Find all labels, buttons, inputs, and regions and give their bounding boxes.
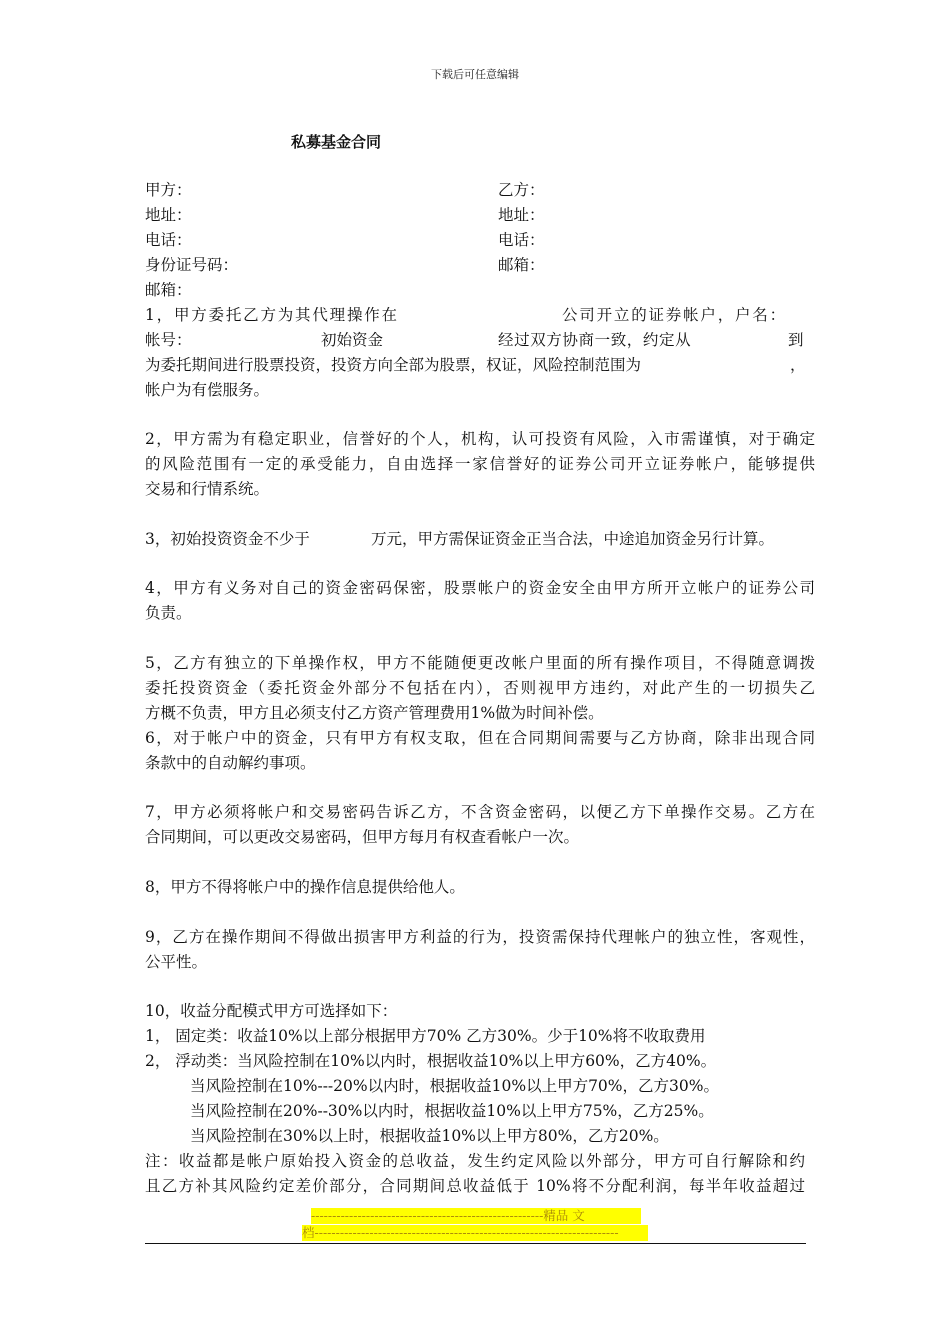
- clause-1-line-2c: 经过双方协商一致，约定从: [498, 331, 692, 349]
- clause-1-line-1b: 公司开立的证券帐户，户名：: [562, 306, 787, 324]
- party-a-id: 身份证号码：: [145, 256, 239, 274]
- clause-2-line-1: 2，甲方需为有稳定职业，信誉好的个人，机构，认可投资有风险，入市需谨慎，对于确定: [145, 430, 815, 448]
- clause-1-line-1a: 1，甲方委托乙方为其代理操作在: [145, 306, 399, 324]
- clause-9-line-1: 9，乙方在操作期间不得做出损害甲方利益的行为，投资需保持代理帐户的独立性，客观性，: [145, 928, 815, 946]
- page-header: 下载后可任意编辑: [431, 68, 519, 81]
- party-b-label: 乙方：: [498, 181, 545, 199]
- party-a-phone: 电话：: [145, 231, 192, 249]
- party-a-address: 地址：: [145, 206, 192, 224]
- clause-1-line-3b: ，: [790, 356, 806, 374]
- clause-10-option-2-tier-a: 当风险控制在10%---20%以内时，根据收益10%以上甲方70%，乙方30%。: [190, 1077, 719, 1095]
- clause-7-line-2: 合同期间，可以更改交易密码，但甲方每月有权查看帐户一次。: [145, 828, 580, 846]
- clause-5-line-3: 方概不负责，甲方且必须支付乙方资产管理费用1%做为时间补偿。: [145, 704, 604, 722]
- clause-6-line-1: 6，对于帐户中的资金，只有甲方有权支取，但在合同期间需要与乙方协商，除非出现合同: [145, 729, 815, 747]
- clause-1-line-2d: 到: [788, 331, 804, 349]
- clause-6-line-2: 条款中的自动解约事项。: [145, 754, 316, 772]
- clause-10-option-1: 1， 固定类：收益10%以上部分根据甲方70% 乙方30%。少于10%将不收取费用: [145, 1027, 706, 1045]
- clause-5-line-1: 5，乙方有独立的下单操作权，甲方不能随便更改帐户里面的所有操作项目，不得随意调拨: [145, 654, 815, 672]
- party-b-address: 地址：: [498, 206, 545, 224]
- clause-1-line-2b: 初始资金: [321, 331, 384, 349]
- clause-2-line-2: 的风险范围有一定的承受能力，自由选择一家信誉好的证券公司开立证券帐户，能够提供: [145, 455, 815, 473]
- clause-1-line-2a: 帐号：: [145, 331, 192, 349]
- clause-4-line-1: 4，甲方有义务对自己的资金密码保密，股票帐户的资金安全由甲方所开立帐户的证券公司: [145, 579, 815, 597]
- clause-10-option-2-tier-b: 当风险控制在20%--30%以内时，根据收益10%以上甲方75%，乙方25%。: [190, 1102, 714, 1120]
- footer-watermark-line-1: -------------------------------------------------------精品 文: [311, 1208, 641, 1224]
- clause-1-line-3a: 为委托期间进行股票投资，投资方向全部为股票，权证，风险控制范围为: [145, 356, 642, 374]
- clause-8: 8，甲方不得将帐户中的操作信息提供给他人。: [145, 878, 465, 896]
- clause-10-option-2-tier-c: 当风险控制在30%以上时，根据收益10%以上甲方80%，乙方20%。: [190, 1127, 669, 1145]
- clause-10-heading: 10，收益分配模式甲方可选择如下：: [145, 1002, 398, 1020]
- clause-10-note-line-2: 且乙方补其风险约定差价部分，合同期间总收益低于 10%将不分配利润，每半年收益超过: [145, 1177, 805, 1195]
- party-a-email: 邮箱：: [145, 281, 192, 299]
- clause-2-line-3: 交易和行情系统。: [145, 480, 270, 498]
- party-a-label: 甲方：: [145, 181, 192, 199]
- party-b-email: 邮箱：: [498, 256, 545, 274]
- clause-10-note-line-1: 注：收益都是帐户原始投入资金的总收益，发生约定风险以外部分，甲方可自行解除和约: [145, 1152, 805, 1170]
- clause-7-line-1: 7，甲方必须将帐户和交易密码告诉乙方，不含资金密码，以便乙方下单操作交易。乙方在: [145, 803, 815, 821]
- clause-3-part-b: 万元，甲方需保证资金正当合法，中途追加资金另行计算。: [371, 530, 775, 548]
- clause-9-line-2: 公平性。: [145, 953, 208, 971]
- clause-1-line-4: 帐户为有偿服务。: [145, 381, 270, 399]
- clause-3-part-a: 3，初始投资资金不少于: [145, 530, 310, 548]
- document-title: 私募基金合同: [291, 133, 382, 151]
- clause-5-line-2: 委托投资资金（委托资金外部分不包括在内），否则视甲方违约，对此产生的一切损失乙: [145, 679, 815, 697]
- clause-10-option-2: 2， 浮动类：当风险控制在10%以内时，根据收益10%以上甲方60%，乙方40%。: [145, 1052, 717, 1070]
- clause-4-line-2: 负责。: [145, 604, 192, 622]
- party-b-phone: 电话：: [498, 231, 545, 249]
- footer-divider: [145, 1243, 806, 1244]
- footer-watermark-line-2: 档------------------------------------------------------------------------: [302, 1225, 648, 1241]
